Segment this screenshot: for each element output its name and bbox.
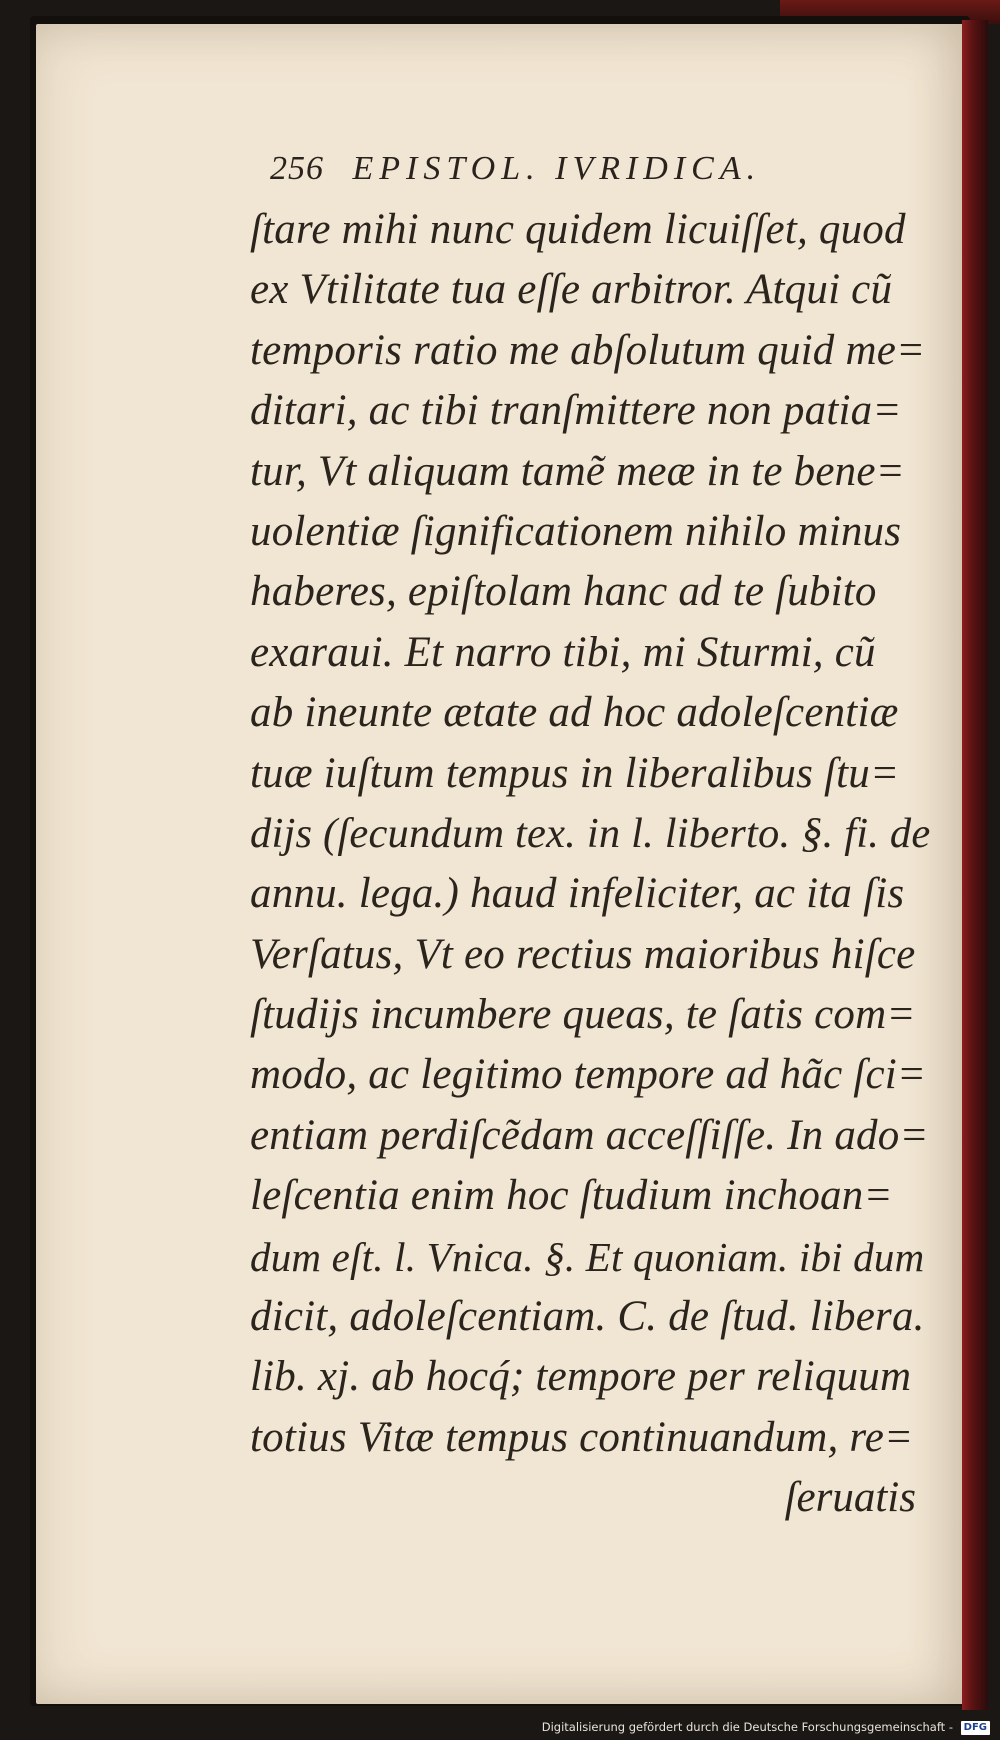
- running-title: EPISTOL. IVRIDICA.: [352, 150, 762, 187]
- text-line: modo, ac legitimo tempore ad hãc ſci=: [250, 1051, 927, 1099]
- text-line: dijs (ſecundum tex. in l. liberto. §. fi. de: [250, 809, 931, 857]
- text-line: entiam perdiſcẽdam acceſſiſſe. In ado=: [250, 1111, 929, 1159]
- text-line: dum eſt. l. Vnica. §. Et quoniam. ibi dum: [250, 1233, 925, 1280]
- text-line: haberes, epiſtolam hanc ad te ſubito: [250, 568, 877, 616]
- text-line: ſtudijs incumbere queas, te ſatis com=: [250, 991, 916, 1039]
- text-line: lib. xj. ab hocq́; tempore per reliquum: [250, 1353, 912, 1401]
- dfg-logo: DFG: [961, 1721, 990, 1735]
- body-text: [250, 200, 930, 1468]
- text-line: ab ineunte ætate ad hoc adoleſcentiæ: [250, 689, 899, 737]
- text-line: ſtare mihi nunc quidem licuiſſet, quod: [250, 206, 906, 253]
- book-cover-right-edge: [962, 20, 988, 1710]
- text-line: exaraui. Et narro tibi, mi Sturmi, cũ: [250, 628, 876, 676]
- text-line: totius Vitæ tempus continuandum, re=: [250, 1413, 914, 1461]
- text-line: temporis ratio me abſolutum quid me=: [250, 326, 926, 374]
- catchword: ſeruatis: [784, 1474, 916, 1522]
- credit-text: Digitalisierung gefördert durch die Deutsche Forschungsgemeinschaft -: [541, 1720, 953, 1734]
- digitization-credit: [0, 1716, 990, 1740]
- page-number: 256: [270, 150, 324, 187]
- text-line: leſcentia enim hoc ſtudium inchoan=: [250, 1172, 893, 1220]
- text-line: uolentiæ ſignificationem nihilo minus: [250, 507, 902, 555]
- text-line: tuæ iuſtum tempus in liberalibus ſtu=: [250, 749, 900, 797]
- text-line: annu. lega.) haud infeliciter, ac ita ſis: [250, 870, 905, 918]
- text-line: ditari, ac tibi tranſmittere non patia=: [250, 387, 902, 435]
- running-header: [270, 150, 930, 200]
- text-line: Verſatus, Vt eo rectius maioribus hiſce: [250, 930, 916, 978]
- text-line: dicit, adoleſcentiam. C. de ſtud. libera.: [250, 1293, 925, 1341]
- text-line: ex Vtilitate tua eſſe arbitror. Atqui cũ: [250, 266, 893, 314]
- text-line: tur, Vt aliquam tamẽ meæ in te bene=: [250, 447, 905, 495]
- page-text: [250, 150, 930, 1528]
